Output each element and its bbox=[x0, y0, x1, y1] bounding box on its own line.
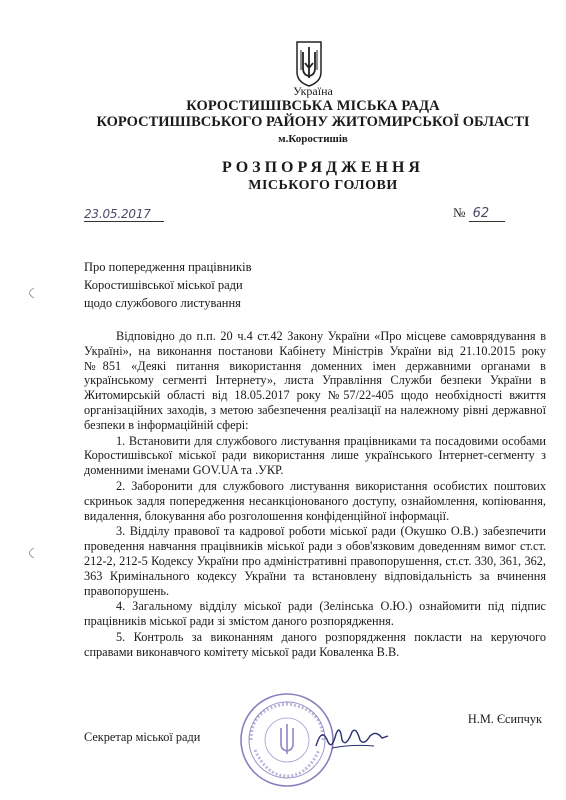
signatory-name: Н.М. Єсипчук bbox=[467, 712, 542, 726]
handwritten-signature bbox=[312, 720, 392, 754]
council-name: КОРОСТИШІВСЬКА МІСЬКА РАДА bbox=[186, 98, 440, 114]
punch-hole-mark bbox=[22, 546, 36, 560]
order-item-1: 1. Встановити для службового листування працівниками та посадовими особами Коростишівської міської ради використання лише українського Інтернет-сегменту з доменними іменами GOV.UA та .УКР. bbox=[84, 433, 546, 478]
number-value: 62 bbox=[469, 206, 505, 222]
document-date: 23.05.2017 bbox=[84, 207, 164, 222]
document-subtitle: МІСЬКОГО ГОЛОВИ bbox=[248, 178, 398, 193]
document-subject bbox=[84, 258, 251, 312]
order-item-2: 2. Заборонити для службового листування використання особистих поштових скриньок задля попередження несанкціонованого доступу, ознайомлення, копіювання, видалення, блокування або розголошення конфіденційної інформації. bbox=[84, 478, 546, 523]
document-title: РОЗПОРЯДЖЕННЯ bbox=[222, 159, 424, 176]
punch-hole-mark bbox=[22, 286, 36, 300]
council-district: КОРОСТИШІВСЬКОГО РАЙОНУ ЖИТОМИРСЬКОЇ ОБЛАСТІ bbox=[96, 114, 530, 130]
document-number bbox=[453, 205, 505, 222]
trident-emblem-icon bbox=[293, 38, 325, 88]
document-body bbox=[84, 329, 546, 660]
city-name: м.Коростишів bbox=[278, 133, 348, 145]
order-item-4: 4. Загальному відділу міської ради (Зелінська О.Ю.) ознайомити під підпис працівників міської ради зі змістом даного розпорядження. bbox=[84, 599, 546, 629]
subject-line: Про попередження працівників bbox=[84, 260, 252, 274]
country-name: Україна bbox=[293, 84, 333, 98]
number-label: № bbox=[453, 205, 466, 220]
order-item-5: 5. Контроль за виконанням даного розпорядження покласти на керуючого справами виконавчого комітету міської ради Коваленка В.В. bbox=[84, 629, 546, 659]
signatory-position: Секретар міської ради bbox=[84, 730, 201, 744]
subject-line: щодо службового листування bbox=[84, 296, 241, 310]
order-item-3: 3. Відділу правової та кадрової роботи міської ради (Окушко О.В.) забезпечити проведення навчання працівників міської ради з обов'язковим доведенням вимог ст.ст. 212-2, 212-5 Кодексу України про адміністративні правопорушення, ст.ст. 330, 361, 362, 363 Кримінального кодексу України та встановлену відповідальність за вчинення правопорушень. bbox=[84, 524, 546, 598]
subject-line: Коростишівської міської ради bbox=[84, 278, 243, 292]
preamble-paragraph: Відповідно до п.п. 20 ч.4 ст.42 Закону України «Про місцеве самоврядування в Україні», на виконання постанови Кабінету Міністрів України від 21.10.2015 року №851 «Деякі питання використання доменних імен державними органами в українському сегменті Інтернету», листа Управління Служби безпеки України в Житомирській області від 18.05.2017 року №57/22-405 щодо необхідності вжиття організаційних заходів, з метою забезпечення реалізації на належному рівні державної безпеки в інформаційній сфері: bbox=[84, 329, 546, 432]
